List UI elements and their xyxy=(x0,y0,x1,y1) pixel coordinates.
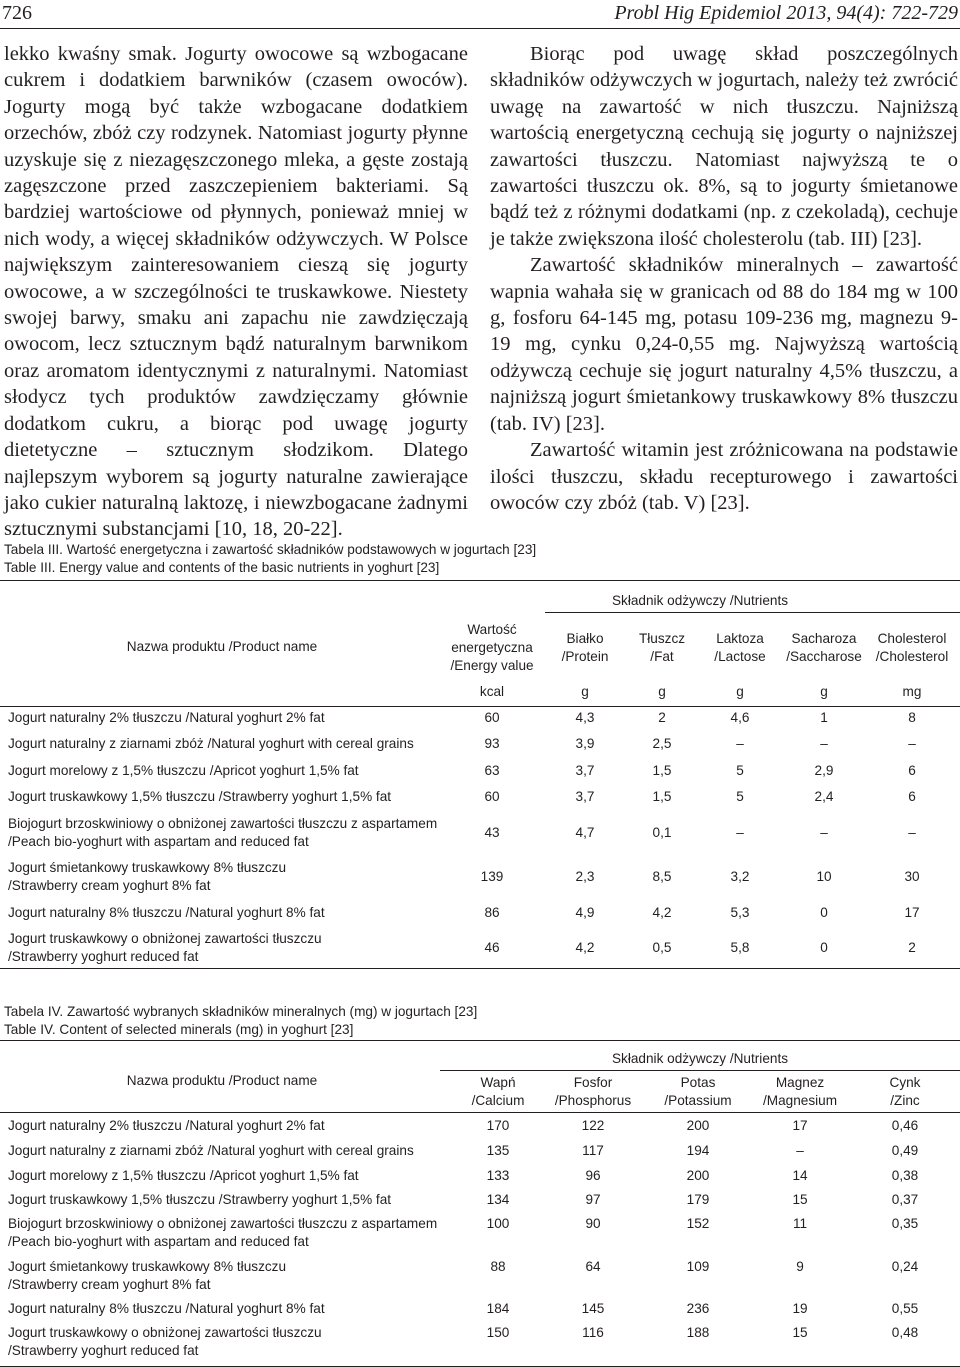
column-unit: mg xyxy=(902,684,922,699)
column-header: /Saccharose xyxy=(786,649,862,664)
body-column-left xyxy=(4,41,468,543)
table-cell: 122 xyxy=(581,1118,605,1133)
product-name-header: Nazwa produktu /Product name xyxy=(126,1073,318,1088)
table-cell: 3,7 xyxy=(575,763,595,778)
table-cell: 0,49 xyxy=(891,1143,919,1158)
table-cell: 100 xyxy=(486,1216,510,1231)
table-cell: 152 xyxy=(686,1216,710,1231)
table-cell: – xyxy=(908,825,916,840)
table-cell: 3,7 xyxy=(575,789,595,804)
table-cell: 4,2 xyxy=(652,905,672,920)
table-cell: 2 xyxy=(658,710,666,725)
table-cell: 17 xyxy=(904,905,920,920)
table-cell: 64 xyxy=(585,1259,601,1274)
table-cell: 200 xyxy=(686,1168,710,1183)
table-cell: 46 xyxy=(484,940,500,955)
column-header: Fosfor xyxy=(573,1075,613,1090)
column-header: /Phosphorus xyxy=(554,1093,632,1108)
table-row-name: Biojogurt brzoskwiniowy o obniżonej zawartości tłuszczu z aspartamem xyxy=(8,816,438,831)
table-cell: 2,9 xyxy=(814,763,834,778)
column-unit: g xyxy=(736,684,744,699)
table-cell: 109 xyxy=(686,1259,710,1274)
table-cell: 0,38 xyxy=(891,1168,919,1183)
column-header: /Energy value xyxy=(450,658,534,673)
table3 xyxy=(0,580,960,970)
table3-caption-pl: Tabela III. Wartość energetyczna i zawartość składników podstawowych w jogurtach [23] xyxy=(4,542,537,557)
table-cell: 97 xyxy=(585,1192,601,1207)
column-header: energetyczna xyxy=(451,640,533,655)
table4-caption xyxy=(4,1003,477,1039)
table-cell: 0,1 xyxy=(652,825,672,840)
table-cell: 15 xyxy=(792,1325,808,1340)
column-header: Laktoza xyxy=(716,631,764,646)
table-row-name: Jogurt truskawkowy o obniżonej zawartości tłuszczu xyxy=(8,1325,322,1340)
table-cell: 15 xyxy=(792,1192,808,1207)
table-cell: 4,3 xyxy=(575,710,595,725)
table-cell: 0,48 xyxy=(891,1325,919,1340)
table-row-name: Jogurt truskawkowy o obniżonej zawartości tłuszczu xyxy=(8,931,322,946)
table-cell: 14 xyxy=(792,1168,808,1183)
column-unit: g xyxy=(658,684,666,699)
table-top-rule xyxy=(0,1040,960,1041)
column-header: Magnez xyxy=(775,1075,825,1090)
table3-caption xyxy=(4,541,536,577)
page-header xyxy=(0,0,960,32)
table-cell: 0,35 xyxy=(891,1216,919,1231)
table-cell: 10 xyxy=(816,869,832,884)
table-cell: 96 xyxy=(585,1168,601,1183)
table-cell: 188 xyxy=(686,1325,710,1340)
table-row-name: Jogurt naturalny 8% tłuszczu /Natural yoghurt 8% fat xyxy=(8,1301,325,1316)
table-cell: – xyxy=(736,736,744,751)
table-cell: 86 xyxy=(484,905,500,920)
column-header: /Magnesium xyxy=(762,1093,838,1108)
table-cell: 5 xyxy=(736,763,744,778)
table-cell: 6 xyxy=(908,763,916,778)
column-header: Wartość xyxy=(467,622,517,637)
table-row-name: Jogurt morelowy z 1,5% tłuszczu /Apricot yoghurt 1,5% fat xyxy=(8,1168,359,1183)
header-rule xyxy=(0,28,960,29)
table-row-name: Biojogurt brzoskwiniowy o obniżonej zawartości tłuszczu z aspartamem xyxy=(8,1216,438,1231)
column-unit: g xyxy=(581,684,589,699)
table-cell: 0 xyxy=(820,940,828,955)
table-cell: 19 xyxy=(792,1301,808,1316)
table-row-name: Jogurt naturalny 2% tłuszczu /Natural yoghurt 2% fat xyxy=(8,1118,325,1133)
group-header: Składnik odżywczy /Nutrients xyxy=(611,1051,789,1066)
table-cell: 63 xyxy=(484,763,500,778)
table-cell: – xyxy=(820,825,828,840)
table-cell: 134 xyxy=(486,1192,510,1207)
table-cell: 30 xyxy=(904,869,920,884)
table-cell: 116 xyxy=(582,1325,604,1340)
table-cell: 90 xyxy=(585,1216,601,1231)
table-cell: 6 xyxy=(908,789,916,804)
table-cell: 4,2 xyxy=(575,940,595,955)
table-cell: – xyxy=(736,825,744,840)
column-header: Białko xyxy=(566,631,604,646)
table-row-name: /Strawberry yoghurt reduced fat xyxy=(8,1343,199,1358)
column-header: Cholesterol xyxy=(877,631,947,646)
group-header-rule xyxy=(545,612,960,613)
table-row-name: /Peach bio-yoghurt with aspartam and reduced fat xyxy=(8,834,309,849)
table-cell: 0,46 xyxy=(891,1118,919,1133)
column-header: /Protein xyxy=(561,649,609,664)
table-cell: 150 xyxy=(486,1325,510,1340)
table-cell: 1,5 xyxy=(652,789,672,804)
table-cell: – xyxy=(820,736,828,751)
table-cell: 60 xyxy=(484,710,500,725)
table-cell: 93 xyxy=(484,736,500,751)
table-cell: 2 xyxy=(908,940,916,955)
table-cell: 5,8 xyxy=(730,940,750,955)
table-cell: 236 xyxy=(686,1301,710,1316)
table-cell: 170 xyxy=(486,1118,510,1133)
column-header: /Cholesterol xyxy=(875,649,949,664)
table-row-name: Jogurt truskawkowy 1,5% tłuszczu /Strawberry yoghurt 1,5% fat xyxy=(8,1192,392,1207)
table-row-name: Jogurt morelowy z 1,5% tłuszczu /Apricot yoghurt 1,5% fat xyxy=(8,763,359,778)
product-name-header: Nazwa produktu /Product name xyxy=(126,639,318,654)
paragraph: Biorąc pod uwagę skład poszczególnych składników odżywczych w jogurtach, należy też zwrócić uwagę na zawartość w nich tłuszczu. Najniższą wartością energetyczną cechują się jogurty o najniższej zawartości tłuszczu. Natomiast najwyższą te o zawartości tłuszczu ok. 8%, są to jogurty śmietanowe bądź też z różnymi dodatkami (np. z czekoladą), cechuje je także zwiększona ilość cholesterolu (tab. III) [23]. xyxy=(490,43,958,250)
table-row-name: Jogurt naturalny z ziarnami zbóż /Natural yoghurt with cereal grains xyxy=(8,736,414,751)
table-cell: 139 xyxy=(480,869,504,884)
paragraph: lekko kwaśny smak. Jogurty owocowe są wzbogacane cukrem i dodatkiem barwników (czasem owoców). Jogurty mogą być także wzbogacane dodatkiem orzechów, zbóż czy rodzynek. Natomiast jogurty płynne uzyskuje się z niezagęszczonego mleka, a gęste zostają zagęszczone przed zaszczepieniem bakteriami. Są bardziej wartościowe od płynnych, ponieważ mniej w nich wody, a więcej składników odżywczych. W Polsce największym zainteresowaniem cieszą się jogurty owocowe, a w szczególności te truskawkowe. Niestety swojej barwy, smaku ani zapachu nie zawdzięczają owocom, lecz sztucznym bądź naturalnym barwnikom oraz aromatom identycznymi z naturalnymi. Natomiast słodycz tych produktów zawdzięczamy głównie dodatkom cukru, a biorąc pod uwagę jogurty dietetyczne – sztucznym słodzikom. Dlatego najlepszym wyborem są jogurty naturalne zawierające jako cukier naturalną laktozę, i niewzbogacane żadnymi sztucznymi substancjami [10, 18, 20-22]. xyxy=(4,43,468,541)
table-cell: 1 xyxy=(820,710,828,725)
table-cell: 0,24 xyxy=(891,1259,919,1274)
column-header: /Calcium xyxy=(471,1093,525,1108)
table-row-name: Jogurt naturalny 8% tłuszczu /Natural yoghurt 8% fat xyxy=(8,905,325,920)
table-cell: 60 xyxy=(484,789,500,804)
column-header: /Fat xyxy=(650,649,674,664)
table-cell: 2,4 xyxy=(814,789,834,804)
table4-caption-pl: Tabela IV. Zawartość wybranych składników mineralnych (mg) w jogurtach [23] xyxy=(4,1004,478,1019)
table-cell: 135 xyxy=(486,1143,510,1158)
table-cell: 17 xyxy=(792,1118,808,1133)
body-column-right xyxy=(490,41,958,516)
table-row-name: /Strawberry yoghurt reduced fat xyxy=(8,949,199,964)
group-header-rule xyxy=(440,1070,960,1071)
table-cell: 194 xyxy=(686,1143,710,1158)
table-cell: 4,7 xyxy=(575,825,595,840)
table-cell: 5,3 xyxy=(730,905,750,920)
table-cell: 0,37 xyxy=(891,1192,919,1207)
table-cell: 0 xyxy=(820,905,828,920)
table-cell: 4,6 xyxy=(730,710,750,725)
header-bottom-rule xyxy=(0,706,960,707)
table-cell: 11 xyxy=(792,1216,808,1231)
table-cell: 5 xyxy=(736,789,744,804)
table-cell: 145 xyxy=(581,1301,605,1316)
table-cell: 8 xyxy=(908,710,916,725)
column-header: /Zinc xyxy=(890,1093,920,1108)
table-row-name: Jogurt śmietankowy truskawkowy 8% tłuszczu xyxy=(8,1259,287,1274)
table-cell: 184 xyxy=(486,1301,510,1316)
table-row-name: /Strawberry cream yoghurt 8% fat xyxy=(8,878,211,893)
table-cell: 200 xyxy=(686,1118,710,1133)
table-cell: 3,2 xyxy=(730,869,750,884)
table3-caption-en: Table III. Energy value and contents of the basic nutrients in yoghurt [23] xyxy=(4,560,440,575)
table-cell: – xyxy=(796,1143,804,1158)
table-cell: 0,5 xyxy=(652,940,672,955)
paragraph: Zawartość składników mineralnych – zawartość wapnia wahała się w granicach od 88 do 184 mg w 100 g, fosforu 64-145 mg, potasu 109-236 mg, magnezu 9-19 mg, cynku 0,24-0,55 mg. Najwyższą wartością odżywczą cechuje się jogurt naturalny 4,5% tłuszczu, a najniższą jogurt śmietankowy truskawkowy 8% tłuszczu (tab. IV) [23]. xyxy=(490,254,958,435)
journal-reference: Probl Hig Epidemiol 2013, 94(4): 722-729 xyxy=(614,2,958,24)
column-header: Cynk xyxy=(889,1075,921,1090)
table-cell: 8,5 xyxy=(652,869,672,884)
table-cell: 2,5 xyxy=(652,736,672,751)
page-number: 726 xyxy=(2,2,32,24)
column-header: Wapń xyxy=(480,1075,516,1090)
table-cell: 0,55 xyxy=(891,1301,919,1316)
table-cell: 9 xyxy=(796,1259,804,1274)
table-row-name: Jogurt naturalny 2% tłuszczu /Natural yoghurt 2% fat xyxy=(8,710,325,725)
table4 xyxy=(0,1040,960,1367)
table-row-name: Jogurt truskawkowy 1,5% tłuszczu /Strawberry yoghurt 1,5% fat xyxy=(8,789,392,804)
table-row-name: Jogurt naturalny z ziarnami zbóż /Natural yoghurt with cereal grains xyxy=(8,1143,414,1158)
group-header: Składnik odżywczy /Nutrients xyxy=(611,593,789,608)
column-header: Tłuszcz xyxy=(638,631,686,646)
column-header: Potas xyxy=(680,1075,716,1090)
table-cell: 1,5 xyxy=(652,763,672,778)
table-cell: 88 xyxy=(490,1259,506,1274)
table-cell: 133 xyxy=(486,1168,510,1183)
column-unit: g xyxy=(820,684,828,699)
header-bottom-rule xyxy=(0,1112,960,1113)
table-cell: – xyxy=(908,736,916,751)
column-header: /Lactose xyxy=(714,649,766,664)
table-cell: 43 xyxy=(484,825,500,840)
table-cell: 3,9 xyxy=(575,736,595,751)
table-row-name: /Strawberry cream yoghurt 8% fat xyxy=(8,1277,211,1292)
paragraph: Zawartość witamin jest zróżnicowana na podstawie ilości tłuszczu, składu recepturowego i zawartości owoców czy zbóż (tab. V) [23]. xyxy=(490,439,958,514)
table-cell: 4,9 xyxy=(575,905,595,920)
table-bottom-rule xyxy=(0,968,960,969)
table-cell: 117 xyxy=(582,1143,604,1158)
table-cell: 2,3 xyxy=(575,869,595,884)
table-row-name: Jogurt śmietankowy truskawkowy 8% tłuszczu xyxy=(8,860,287,875)
table-cell: 179 xyxy=(686,1192,710,1207)
column-unit: kcal xyxy=(479,684,505,699)
table-row-name: /Peach bio-yoghurt with aspartam and reduced fat xyxy=(8,1234,309,1249)
table4-caption-en: Table IV. Content of selected minerals (mg) in yoghurt [23] xyxy=(4,1022,354,1037)
table-top-rule xyxy=(0,580,960,581)
column-header: /Potassium xyxy=(664,1093,732,1108)
column-header: Sacharoza xyxy=(791,631,857,646)
